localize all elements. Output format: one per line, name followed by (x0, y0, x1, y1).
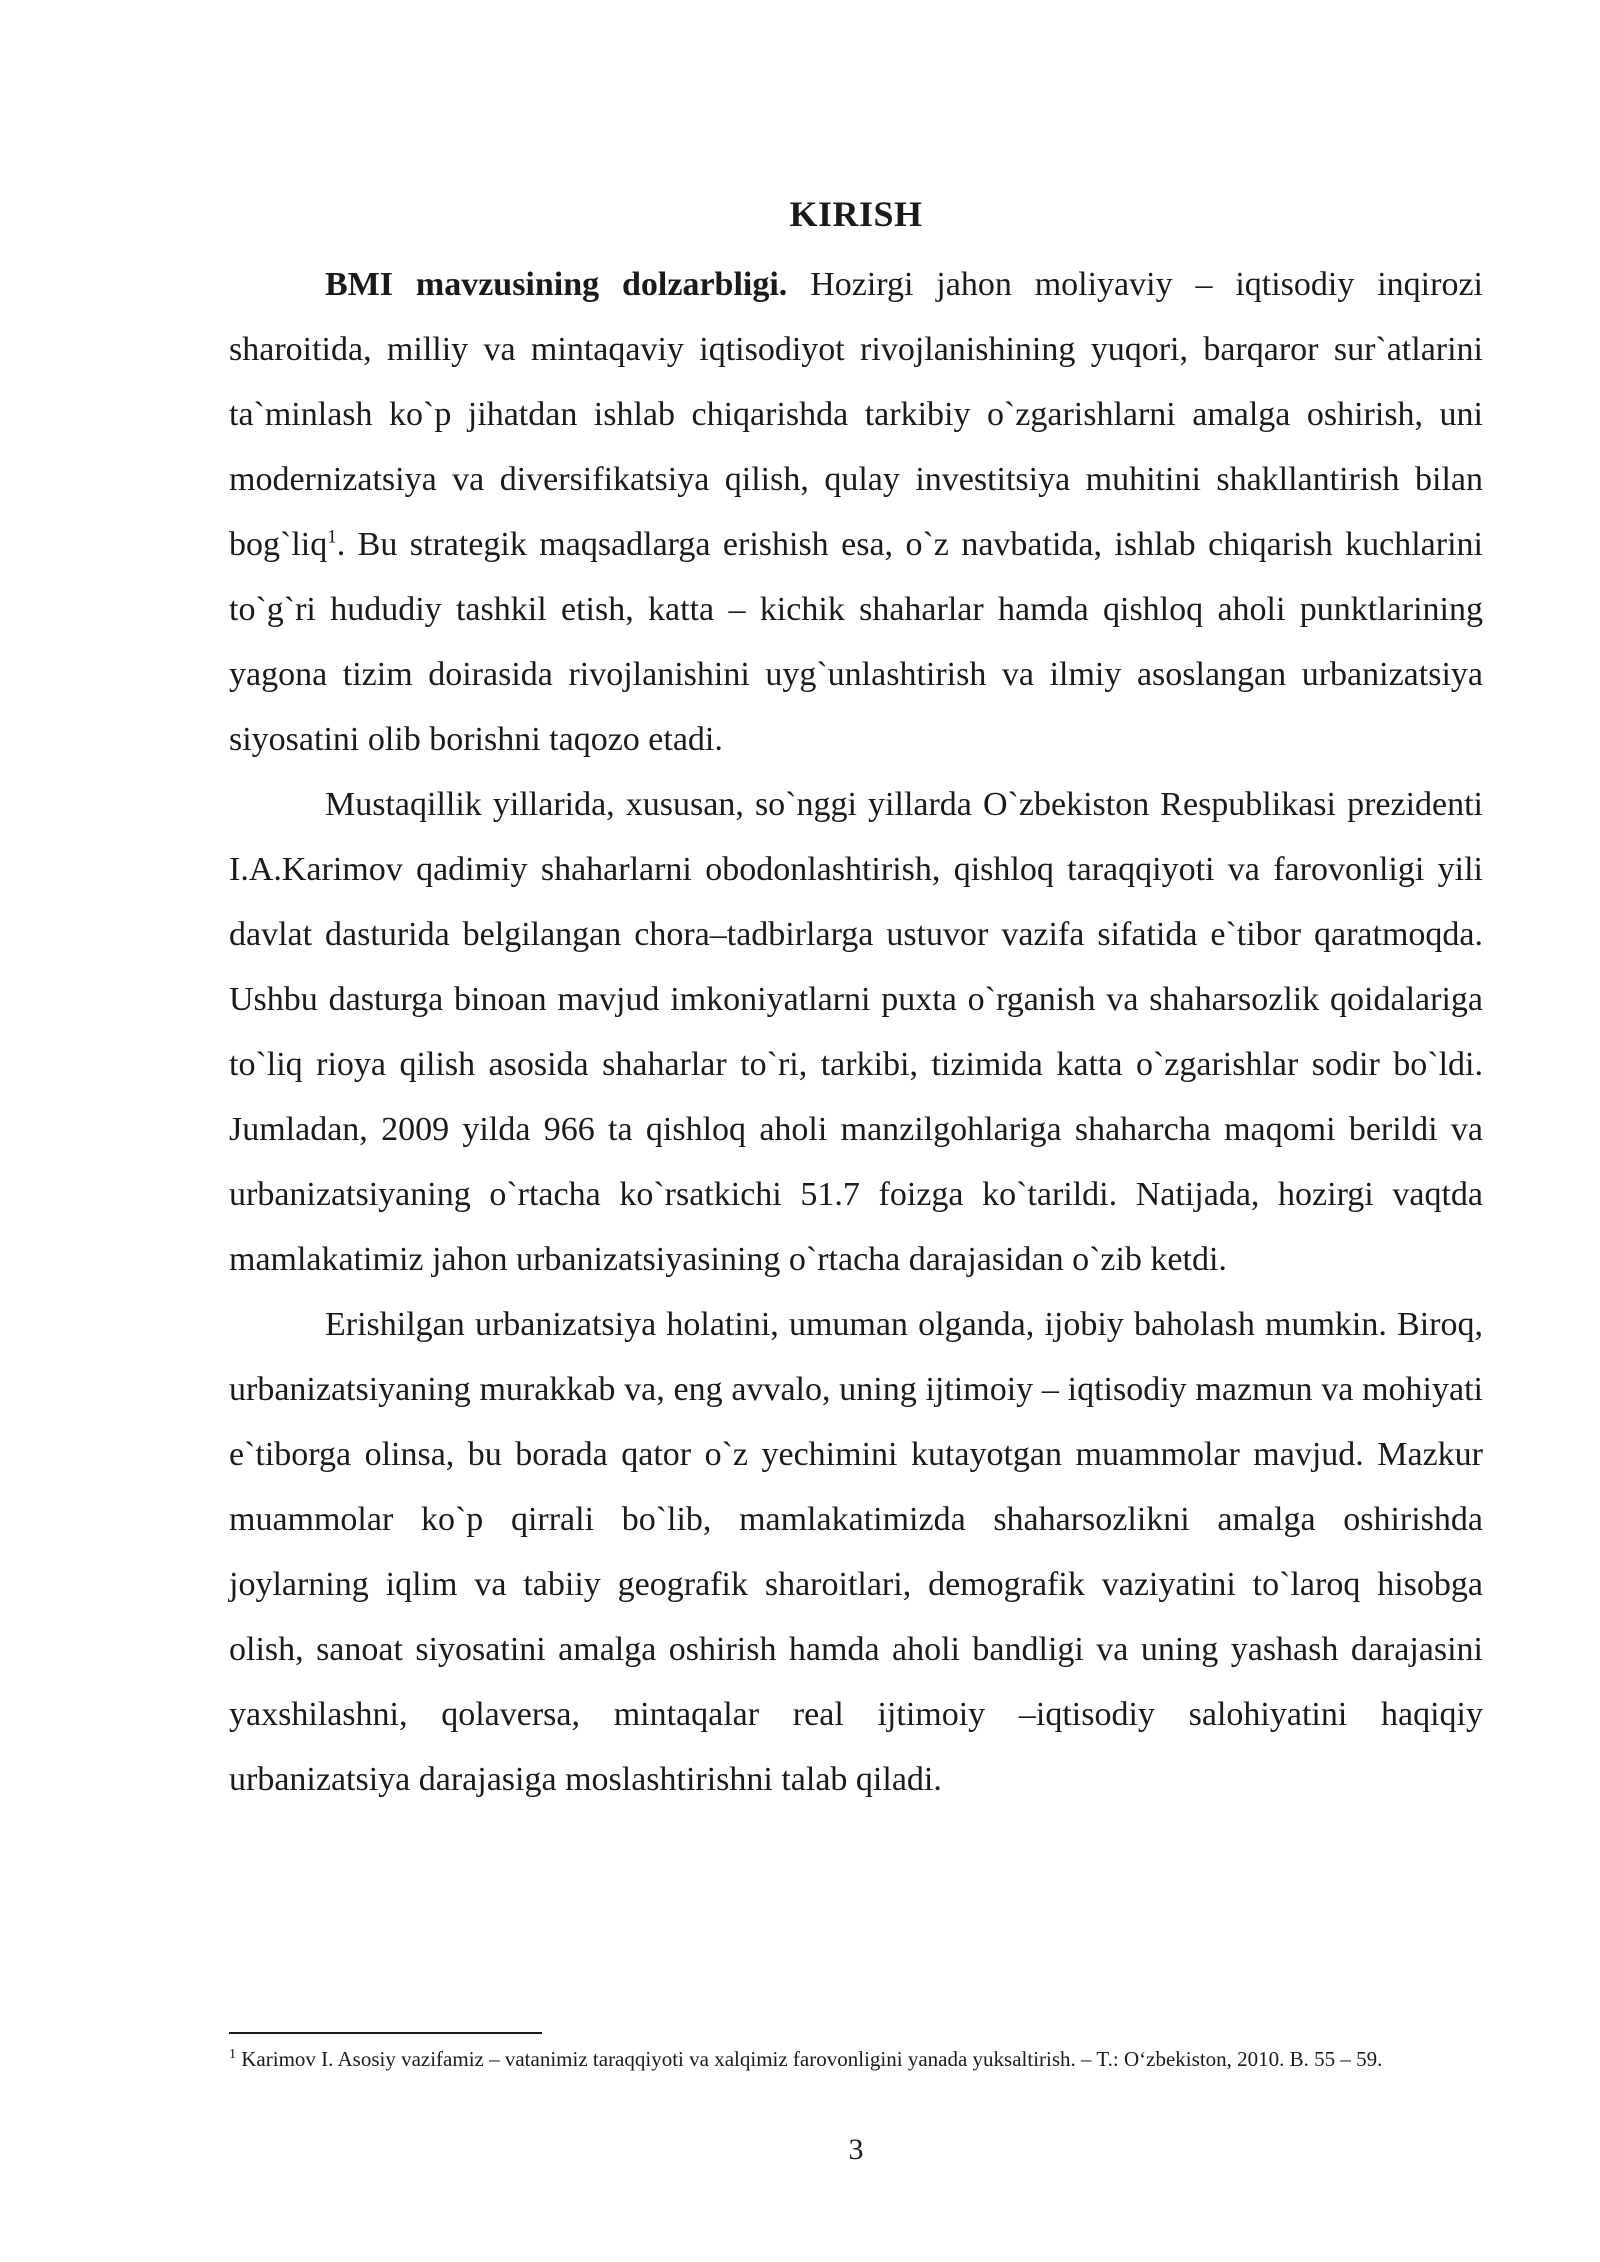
paragraph-1 (229, 252, 1483, 772)
body-text (229, 252, 1483, 1812)
page-number: 3 (848, 2133, 864, 2166)
footnote-text: Karimov I. Asosiy vazifamiz – vatanimiz taraqqiyoti va xalqimiz farovonligini yanada yuksaltirish. – T.: O‘zbekiston, 2010. B. 55 – 59. (236, 2047, 1383, 2071)
paragraph-text-continued: . Bu strategik maqsadlarga erishish esa, o`z navbatida, ishlab chiqarish kuchlarini to`g`ri hududiy tashkil etish, katta – kichik shaharlar hamda qishloq aholi punktlarining yagona tizim doirasida rivojlanishini uyg`unlashtirish va ilmiy asoslangan urbanizatsiya siyosatini olib borishni taqozo etadi. (229, 526, 1483, 758)
footnote-reference[interactable]: 1 (327, 526, 337, 548)
footnote (229, 2044, 1483, 2074)
footnote-marker: 1 (229, 2047, 236, 2062)
footnote-separator (229, 2032, 542, 2034)
paragraph-text: Hozirgi jahon moliyaviy – iqtisodiy inqirozi sharoitida, milliy va mintaqaviy iqtisodiyot rivojlanishining yuqori, barqaror sur`atlarini ta`minlash ko`p jihatdan ishlab chiqarishda tarkibiy o`zgarishlarni amalga oshirish, uni modernizatsiya va diversifikatsiya qilish, qulay investitsiya muhitini shakllantirish bilan bog`liq (229, 266, 1483, 563)
document-page (229, 0, 1483, 2262)
paragraph-3: Erishilgan urbanizatsiya holatini, umuman olganda, ijobiy baholash mumkin. Biroq, urbanizatsiyaning murakkab va, eng avvalo, uning ijtimoiy – iqtisodiy mazmun va mohiyati e`tiborga olinsa, bu borada qator o`z yechimini kutayotgan muammolar mavjud. Mazkur muammolar ko`p qirrali bo`lib, mamlakatimizda shaharsozlikni amalga oshirishda joylarning iqlim va tabiiy geografik sharoitlari, demografik vaziyatini to`laroq hisobga olish, sanoat siyosatini amalga oshirish hamda aholi bandligi va uning yashash darajasini yaxshilashni, qolaversa, mintaqalar real ijtimoiy –iqtisodiy salohiyatini haqiqiy urbanizatsiya darajasiga moslashtirishni talab qiladi. (229, 1306, 1483, 1798)
section-title: KIRISH (789, 194, 923, 234)
paragraph-lead: BMI mavzusining dolzarbligi. (325, 266, 788, 303)
paragraph-2: Mustaqillik yillarida, xususan, so`nggi yillarda O`zbekiston Respublikasi prezidenti I.A.Karimov qadimiy shaharlarni obodonlashtirish, qishloq taraqqiyoti va farovonligi yili davlat dasturida belgilangan chora–tadbirlarga ustuvor vazifa sifatida e`tibor qaratmoqda. Ushbu dasturga binoan mavjud imkoniyatlarni puxta o`rganish va shaharsozlik qoidalariga to`liq rioya qilish asosida shaharlar to`ri, tarkibi, tizimida katta o`zgarishlar sodir bo`ldi. Jumladan, 2009 yilda 966 ta qishloq aholi manzilgohlariga shaharcha maqomi berildi va urbanizatsiyaning o`rtacha ko`rsatkichi 51.7 foizga ko`tarildi. Natijada, hozirgi vaqtda mamlakatimiz jahon urbanizatsiyasining o`rtacha darajasidan o`zib ketdi. (229, 786, 1483, 1278)
